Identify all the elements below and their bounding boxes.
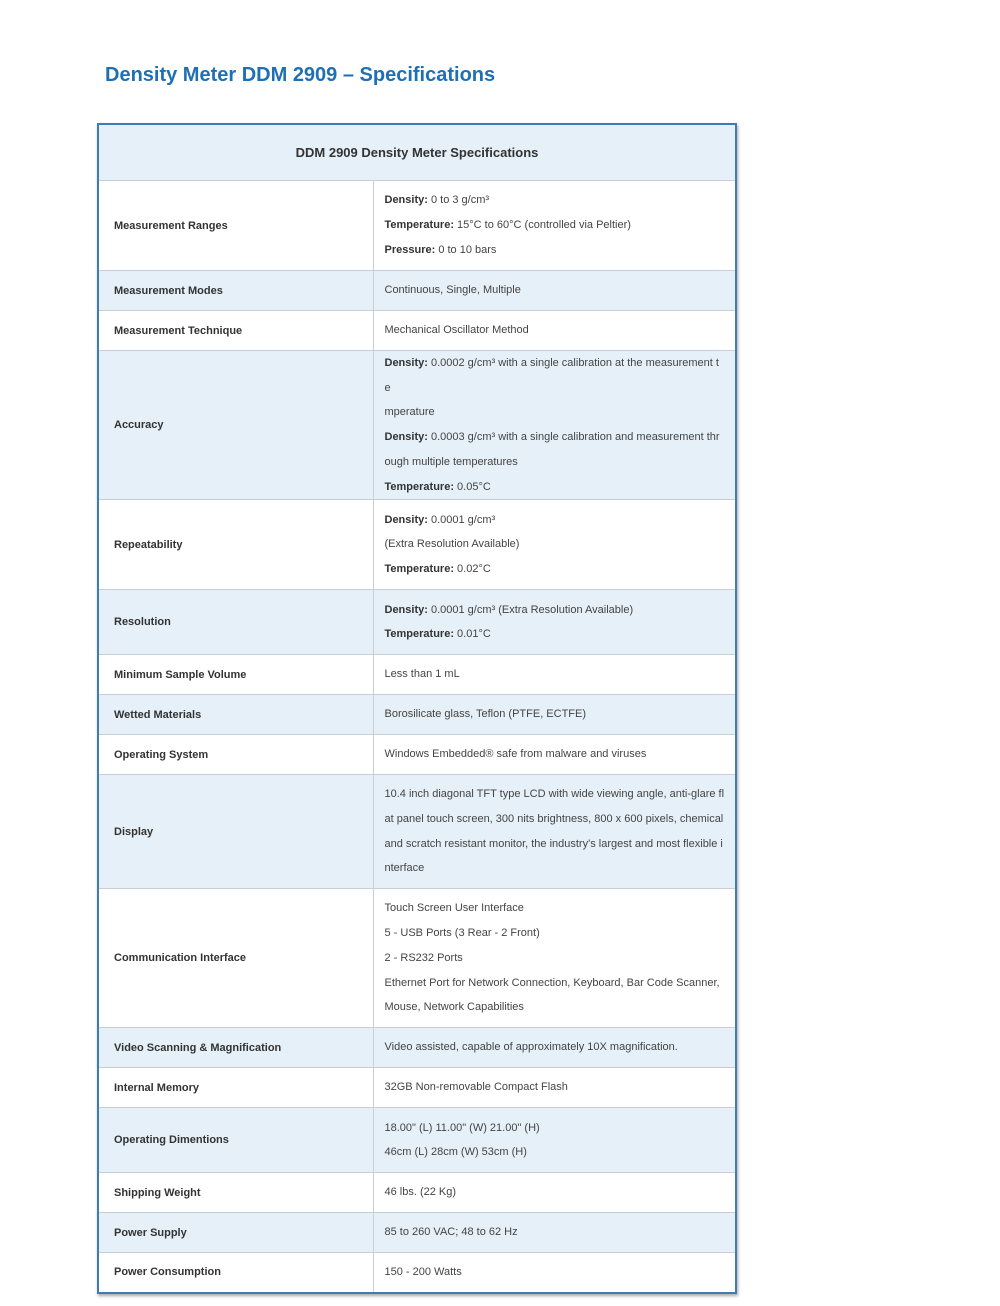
spec-label: Minimum Sample Volume — [98, 655, 373, 695]
spec-value-line — [385, 598, 726, 623]
page-title: Density Meter DDM 2909 – Specifications — [105, 64, 496, 86]
spec-value-text: ough multiple temperatures — [384, 455, 518, 468]
spec-label: Power Supply — [98, 1213, 373, 1253]
spec-value-line — [385, 971, 726, 996]
spec-value — [373, 590, 736, 655]
spec-value-line — [385, 238, 726, 263]
table-row — [98, 1068, 736, 1108]
spec-value — [373, 1068, 736, 1108]
spec-value-text: 2 - RS232 Ports — [384, 951, 463, 964]
spec-value-text: Video assisted, capable of approximately 10X magnification. — [384, 1041, 678, 1054]
spec-value-line — [385, 662, 726, 687]
spec-label: Wetted Materials — [98, 695, 373, 735]
spec-value-text: (Extra Resolution Available) — [384, 538, 520, 551]
spec-label: Operating System — [98, 735, 373, 775]
table-row — [98, 775, 736, 889]
spec-value-line — [385, 896, 726, 921]
spec-value-line — [385, 946, 726, 971]
spec-value-key: Temperature: — [384, 628, 454, 641]
spec-value-text: 0 to 10 bars — [435, 243, 497, 256]
spec-value-line — [385, 921, 726, 946]
spec-value-line — [385, 995, 726, 1020]
spec-label: Display — [98, 775, 373, 889]
spec-value-text: Ethernet Port for Network Connection, Keyboard, Bar Code Scanner, — [384, 976, 720, 989]
spec-value-line — [385, 1116, 726, 1141]
table-row — [98, 1253, 736, 1293]
spec-value-text: 15°C to 60°C (controlled via Peltier) — [453, 219, 631, 232]
spec-value-line — [385, 400, 726, 425]
spec-value-line — [385, 278, 726, 303]
spec-value-line — [385, 475, 726, 500]
spec-value — [373, 889, 736, 1028]
spec-value-text: 5 - USB Ports (3 Rear - 2 Front) — [384, 927, 540, 940]
spec-value-text: 150 - 200 Watts — [384, 1266, 462, 1279]
spec-value-line — [385, 807, 726, 832]
spec-value — [373, 311, 736, 351]
spec-label: Operating Dimentions — [98, 1108, 373, 1173]
spec-value-text: mperature — [384, 406, 435, 419]
table-row — [98, 500, 736, 590]
spec-value — [373, 500, 736, 590]
spec-value-line — [385, 1220, 726, 1245]
spec-value-text: Continuous, Single, Multiple — [384, 284, 521, 297]
spec-value-line — [385, 213, 726, 238]
spec-value-line — [385, 1035, 726, 1060]
spec-label: Communication Interface — [98, 889, 373, 1028]
spec-value-key: Temperature: — [384, 563, 454, 576]
spec-value-text: 0.01°C — [453, 628, 491, 641]
table-row — [98, 1173, 736, 1213]
spec-value — [373, 1108, 736, 1173]
spec-value-line — [385, 318, 726, 343]
spec-value-key: Density: — [384, 431, 428, 444]
spec-value-text: Mechanical Oscillator Method — [384, 324, 529, 337]
table-row — [98, 311, 736, 351]
spec-value-line — [385, 1140, 726, 1165]
table-row — [98, 1028, 736, 1068]
spec-value-line — [385, 508, 726, 533]
spec-label: Measurement Technique — [98, 311, 373, 351]
spec-value-text: at panel touch screen, 300 nits brightness, 800 x 600 pixels, chemical — [384, 813, 724, 826]
spec-label: Resolution — [98, 590, 373, 655]
spec-value-text: 0.02°C — [453, 563, 491, 576]
spec-value-key: Density: — [384, 513, 428, 526]
spec-label: Shipping Weight — [98, 1173, 373, 1213]
spec-value-text: 46cm (L) 28cm (W) 53cm (H) — [384, 1146, 527, 1159]
spec-value-text: Touch Screen User Interface — [384, 902, 524, 915]
spec-label: Repeatability — [98, 500, 373, 590]
table-row — [98, 590, 736, 655]
spec-value — [373, 181, 736, 271]
spec-label: Internal Memory — [98, 1068, 373, 1108]
spec-value-key: Temperature: — [384, 219, 454, 232]
spec-label: Measurement Modes — [98, 271, 373, 311]
spec-value — [373, 351, 736, 500]
spec-value-text: 32GB Non-removable Compact Flash — [384, 1081, 568, 1094]
spec-value-text: 0.0001 g/cm³ (Extra Resolution Available) — [427, 603, 634, 616]
spec-value-text: 0.0002 g/cm³ with a single calibration at the measurement te — [384, 357, 719, 394]
spec-value — [373, 695, 736, 735]
spec-value — [373, 271, 736, 311]
table-row — [98, 181, 736, 271]
spec-value-text: 0.0003 g/cm³ with a single calibration and measurement thr — [427, 431, 720, 444]
spec-label: Measurement Ranges — [98, 181, 373, 271]
spec-value-text: 10.4 inch diagonal TFT type LCD with wide viewing angle, anti-glare fl — [384, 788, 725, 801]
spec-value-text: nterface — [384, 862, 425, 875]
table-row — [98, 735, 736, 775]
spec-value-key: Density: — [384, 194, 428, 207]
spec-value — [373, 775, 736, 889]
spec-value-line — [385, 450, 726, 475]
spec-value-line — [385, 702, 726, 727]
spec-value-text: 46 lbs. (22 Kg) — [384, 1186, 457, 1199]
spec-value-key: Temperature: — [384, 480, 454, 493]
table-row — [98, 1108, 736, 1173]
spec-value-line — [385, 782, 726, 807]
spec-value-text: Less than 1 mL — [384, 668, 460, 681]
spec-value-line — [385, 832, 726, 857]
spec-value-line — [385, 1075, 726, 1100]
table-row — [98, 655, 736, 695]
spec-value-text: 0 to 3 g/cm³ — [427, 194, 490, 207]
table-row — [98, 889, 736, 1028]
spec-label: Power Consumption — [98, 1253, 373, 1293]
specifications-table — [97, 123, 737, 1294]
spec-value-line — [385, 188, 726, 213]
spec-value-line — [385, 1180, 726, 1205]
spec-value-text: 0.05°C — [453, 480, 491, 493]
table-row — [98, 351, 736, 500]
spec-value — [373, 1173, 736, 1213]
spec-value — [373, 1253, 736, 1293]
spec-value — [373, 1213, 736, 1253]
spec-value-line — [385, 856, 726, 881]
table-row — [98, 695, 736, 735]
spec-value — [373, 735, 736, 775]
spec-value — [373, 655, 736, 695]
spec-value-line — [385, 532, 726, 557]
spec-value-text: Mouse, Network Capabilities — [384, 1001, 524, 1014]
spec-label: Accuracy — [98, 351, 373, 500]
spec-value-text: and scratch resistant monitor, the industry's largest and most flexible i — [384, 837, 723, 850]
spec-value-line — [385, 425, 726, 450]
spec-value-key: Density: — [384, 603, 428, 616]
spec-value-line — [385, 622, 726, 647]
spec-value-line — [385, 1260, 726, 1285]
spec-value-key: Pressure: — [384, 243, 436, 256]
spec-value-text: Windows Embedded® safe from malware and viruses — [384, 748, 647, 761]
table-row — [98, 1213, 736, 1253]
spec-label: Video Scanning & Magnification — [98, 1028, 373, 1068]
spec-value-text: 85 to 260 VAC; 48 to 62 Hz — [384, 1226, 518, 1239]
spec-value — [373, 1028, 736, 1068]
spec-value-text: Borosilicate glass, Teflon (PTFE, ECTFE) — [384, 708, 587, 721]
table-row — [98, 271, 736, 311]
spec-value-line — [385, 351, 726, 400]
spec-value-key: Density: — [384, 357, 428, 369]
spec-value-text: 18.00" (L) 11.00" (W) 21.00" (H) — [384, 1121, 540, 1134]
spec-value-line — [385, 557, 726, 582]
spec-value-line — [385, 742, 726, 767]
spec-value-text: 0.0001 g/cm³ — [427, 513, 496, 526]
table-header: DDM 2909 Density Meter Specifications — [98, 124, 736, 181]
